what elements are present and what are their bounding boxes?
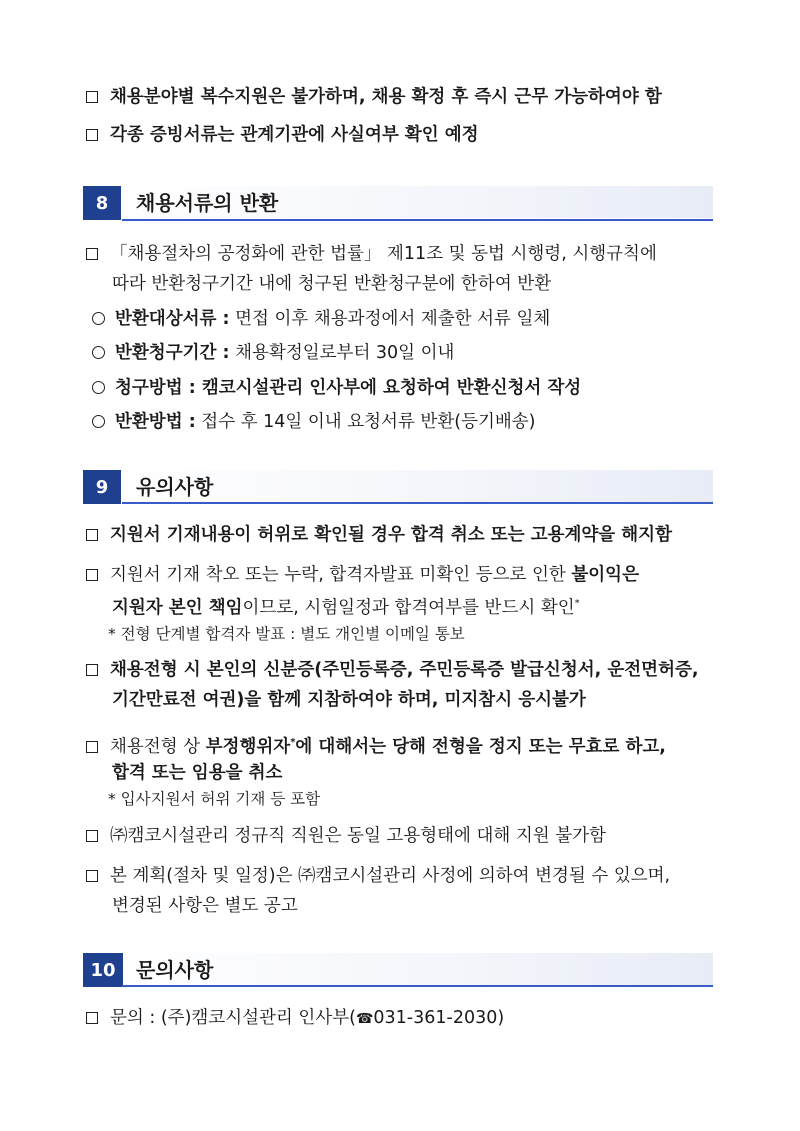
list-item: ㈜캠코시설관리 정규직 직원은 동일 고용형태에 대해 지원 불가함 — [86, 824, 606, 848]
checkbox-square-icon — [86, 569, 98, 581]
list-item: 지원서 기재 착오 또는 누락, 합격자발표 미확인 등으로 인한 불이익은 — [86, 563, 639, 587]
section-rule — [122, 219, 713, 221]
sub-item: 반환청구기간 : 채용확정일로부터 30일 이내 — [92, 341, 454, 365]
list-item-continuation: 변경된 사항은 별도 공고 — [112, 896, 298, 916]
footnote: * 입사지원서 허위 기재 등 포함 — [108, 790, 321, 808]
circle-bullet-icon — [92, 415, 105, 428]
section-rule — [122, 985, 713, 987]
list-item: 「채용절차의 공정화에 관한 법률」 제11조 및 동법 시행령, 시행규칙에 — [86, 242, 657, 266]
checkbox-square-icon — [86, 741, 98, 753]
section-title: 채용서류의 반환 — [136, 191, 279, 215]
circle-bullet-icon — [92, 381, 105, 394]
section-rule — [122, 502, 713, 504]
sub-item: 반환대상서류 : 면접 이후 채용과정에서 제출한 서류 일체 — [92, 307, 550, 331]
section-title: 유의사항 — [136, 475, 214, 499]
circle-bullet-icon — [92, 312, 105, 325]
list-item-continuation: 지원자 본인 책임이므로, 시험일정과 합격여부를 반드시 확인* — [112, 598, 580, 618]
list-item-continuation: 합격 또는 임용을 취소 — [112, 763, 283, 783]
section-number-badge: 10 — [83, 953, 123, 987]
section-number-badge: 8 — [83, 186, 121, 220]
telephone-icon: ☎ — [355, 1011, 374, 1027]
checkbox-square-icon — [86, 91, 98, 103]
checkbox-square-icon — [86, 1012, 98, 1024]
list-item-continuation: 따라 반환청구기간 내에 청구된 반환청구분에 한하여 반환 — [112, 274, 552, 294]
checkbox-square-icon — [86, 248, 98, 260]
list-item-continuation: 기간만료전 여권)을 함께 지참하여야 하며, 미지참시 응시불가 — [112, 690, 586, 710]
sub-item: 반환방법 : 접수 후 14일 이내 요청서류 반환(등기배송) — [92, 410, 536, 434]
list-item: 지원서 기재내용이 허위로 확인될 경우 합격 취소 또는 고용계약을 해지함 — [86, 523, 672, 547]
checkbox-square-icon — [86, 830, 98, 842]
checkbox-square-icon — [86, 129, 98, 141]
circle-bullet-icon — [92, 346, 105, 359]
list-item: 채용분야별 복수지원은 불가하며, 채용 확정 후 즉시 근무 가능하여야 함 — [86, 85, 662, 109]
checkbox-square-icon — [86, 664, 98, 676]
list-item: 채용전형 시 본인의 신분증(주민등록증, 주민등록증 발급신청서, 운전면허증, — [86, 658, 699, 682]
section-number-badge: 9 — [83, 470, 121, 504]
checkbox-square-icon — [86, 870, 98, 882]
checkbox-square-icon — [86, 529, 98, 541]
list-item: 문의 : (주)캠코시설관리 인사부(☎031-361-2030) — [86, 1006, 504, 1031]
sub-item: 청구방법 : 캠코시설관리 인사부에 요청하여 반환신청서 작성 — [92, 376, 581, 400]
list-item: 채용전형 상 부정행위자*에 대해서는 당해 전형을 정지 또는 무효로 하고, — [86, 731, 666, 759]
list-item: 각종 증빙서류는 관계기관에 사실여부 확인 예정 — [86, 123, 479, 147]
footnote: * 전형 단계별 합격자 발표 : 별도 개인별 이메일 통보 — [108, 625, 465, 643]
list-item: 본 계획(절차 및 일정)은 ㈜캠코시설관리 사정에 의하여 변경될 수 있으며, — [86, 864, 670, 888]
section-title: 문의사항 — [136, 958, 214, 982]
